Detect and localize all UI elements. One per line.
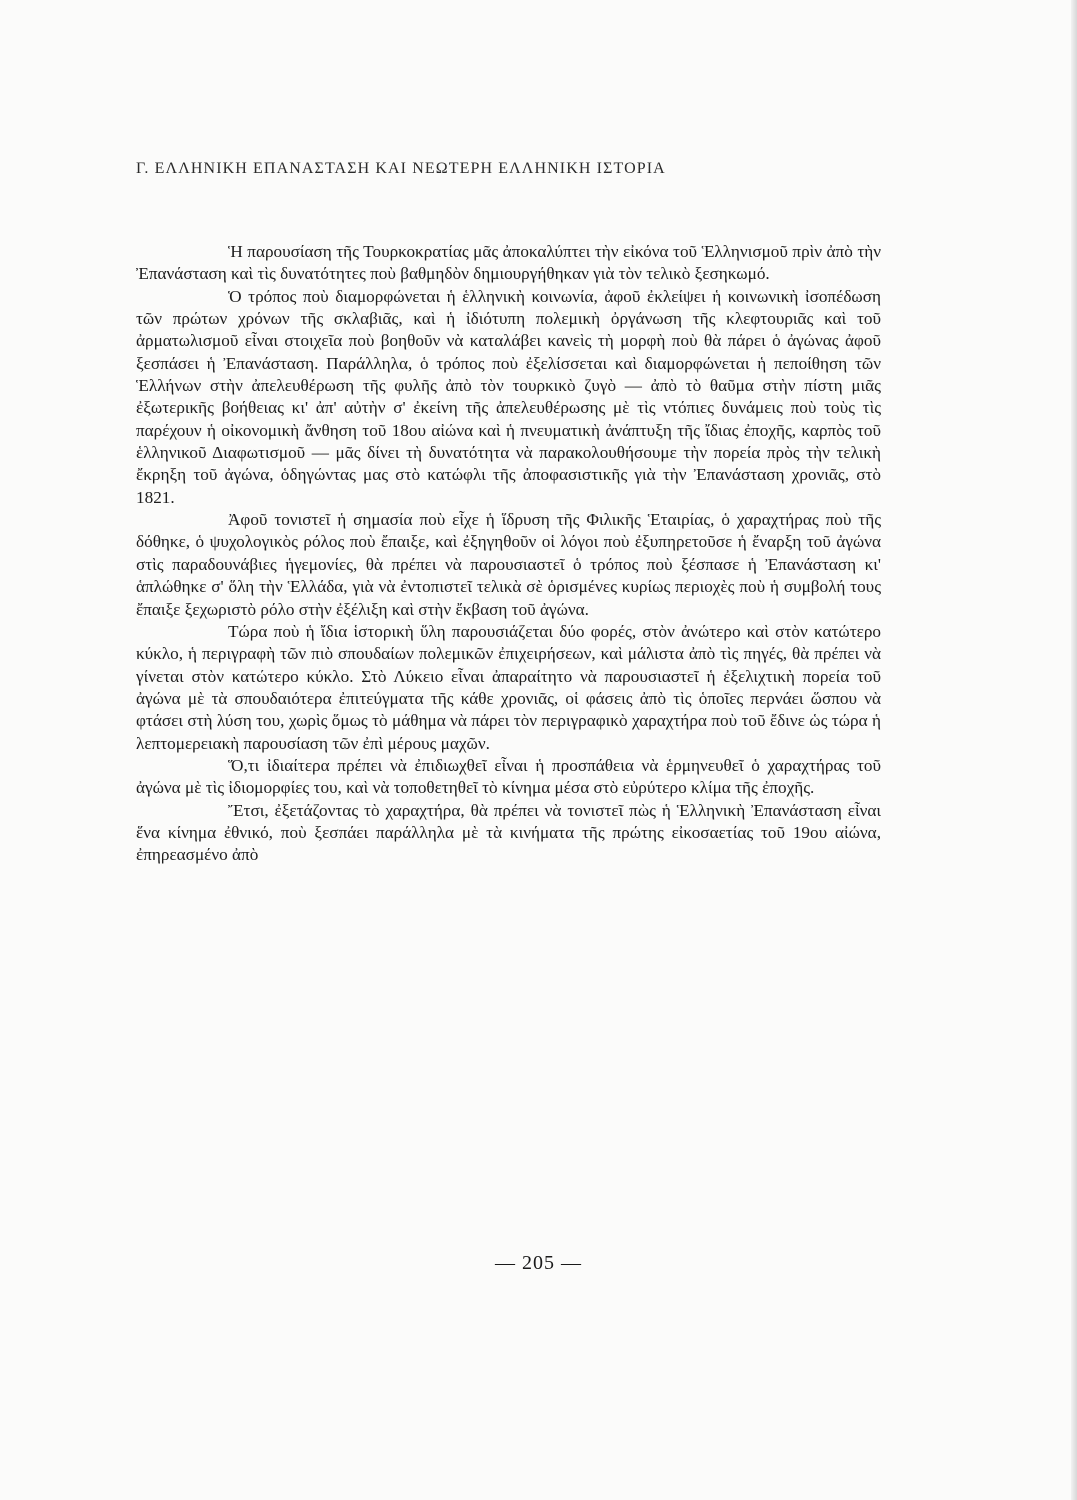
section-heading: Γ. ΕΛΛΗΝΙΚΗ ΕΠΑΝΑΣΤΑΣΗ ΚΑΙ ΝΕΩΤΕΡΗ ΕΛΛΗΝΙΚΗ ΙΣΤΟΡΙΑ: [136, 160, 666, 177]
paragraph-3: Ἀφοῦ τονιστεῖ ἡ σημασία ποὺ εἶχε ἡ ἵδρυση τῆς Φιλικῆς Ἑταιρίας, ὁ χαραχτήρας ποὺ τῆς δόθηκε, ὁ ψυχολογικὸς ρόλος ποὺ ἔπαιξε, καὶ ἐξηγηθοῦν οἱ λόγοι ποὺ ἐξυπηρετοῦσε ἡ ἔναρξη τοῦ ἀγώνα στὶς παραδουνάβιες ἡγεμονίες, θὰ πρέπει νὰ παρουσιαστεῖ ὁ τρόπος ποὺ ξέσπασε ἡ Ἐπανάσταση κι' ἁπλώθηκε σ' ὅλη τὴν Ἑλλάδα, γιὰ νὰ ἐντοπιστεῖ τελικὰ σὲ ὁρισμένες κυρίως περιοχὲς ποὺ ἡ συμβολή τους ἔπαιξε ξεχωριστὸ ρόλο στὴν ἐξέλιξη καὶ στὴν ἔκβαση τοῦ ἀγώνα.: [136, 510, 881, 619]
paragraph-4: Τώρα ποὺ ἡ ἴδια ἱστορικὴ ὕλη παρουσιάζεται δύο φορές, στὸν ἀνώτερο καὶ στὸν κατώτερο κύκλο, ἡ περιγραφὴ τῶν πιὸ σπουδαίων πολεμικῶν ἐπιχειρήσεων, καὶ μάλιστα ἀπὸ τὶς πηγές, θὰ πρέπει νὰ γίνεται στὸν κατώτερο κύκλο. Στὸ Λύκειο εἶναι ἀπαραίτητο νὰ παρουσιαστεῖ ἡ ἐξελιχτικὴ πορεία τοῦ ἀγώνα μὲ τὰ σπουδαιότερα ἐπιτεύγματα τῆς κάθε χρονιᾶς, οἱ φάσεις ἀπὸ τὶς ὁποῖες περνάει ὥσπου νὰ φτάσει στὴ λύση του, χωρὶς ὅμως τὸ μάθημα νὰ πάρει τὸν περιγραφικὸ χαραχτήρα ποὺ τοῦ ἔδινε ὡς τώρα ἡ λεπτομερειακὴ παρουσίαση τῶν ἐπὶ μέρους μαχῶν.: [136, 621, 881, 753]
paragraph-6: Ἔτσι, ἐξετάζοντας τὸ χαραχτήρα, θὰ πρέπει νὰ τονιστεῖ πὼς ἡ Ἑλληνικὴ Ἐπανάσταση εἶναι ἕνα κίνημα ἐθνικό, ποὺ ξεσπάει παράλληλα μὲ τὰ κινήματα τῆς πρώτης εἰκοσαετίας τοῦ 19ου αἰώνα, ἐπηρεασμένο ἀπὸ: [136, 800, 881, 865]
page-number: — 205 —: [495, 1252, 582, 1274]
paragraph-2: Ὁ τρόπος ποὺ διαμορφώνεται ἡ ἑλληνικὴ κοινωνία, ἀφοῦ ἐκλείψει ἡ κοινωνικὴ ἰσοπέδωση τῶν πρώτων χρόνων τῆς σκλαβιᾶς, καὶ ἡ ἰδιότυπη πολεμικὴ ὀργάνωση τῆς κλεφτουριᾶς καὶ τοῦ ἀρματωλισμοῦ εἶναι στοιχεῖα ποὺ βοηθοῦν νὰ καταλάβει κανεὶς τὴ μορφὴ ποὺ θὰ πάρει ὁ ἀγώνας ἀφοῦ ξεσπάσει ἡ Ἐπανάσταση. Παράλληλα, ὁ τρόπος ποὺ ἐξελίσσεται καὶ διαμορφώνεται ἡ πεποίθηση τῶν Ἑλλήνων στὴν ἀπελευθέρωση τῆς φυλῆς ἀπὸ τὸν τουρκικὸ ζυγὸ — ἀπὸ τὸ θαῦμα στὴν πίστη μιᾶς ἐξωτερικῆς βοήθειας κι' ἀπ' αὐτὴν σ' ἐκείνη τῆς ἀπελευθέρωσης μὲ τὶς ντόπιες δυνάμεις ποὺ τοὺς τὶς παρέχουν ἡ οἰκονομικὴ ἄνθηση τοῦ 18ου αἰώνα καὶ ἡ πνευματικὴ ἀνάπτυξη τῆς ἴδιας ἐποχῆς, καρπὸς τοῦ ἑλληνικοῦ Διαφωτισμοῦ — μᾶς δίνει τὴ δυνατότητα νὰ παρακολουθήσουμε τὴν πορεία πρὸς τὴν τελικὴ ἔκρηξη τοῦ ἀγώνα, ὁδηγώντας μας στὸ κατώφλι τῆς ἀποφασιστικῆς γιὰ τὴν Ἐπανάσταση χρονιᾶς, στὸ 1821.: [136, 286, 881, 507]
paragraph-1: Ἡ παρουσίαση τῆς Τουρκοκρατίας μᾶς ἀποκαλύπτει τὴν εἰκόνα τοῦ Ἑλληνισμοῦ πρὶν ἀπὸ τὴν Ἐπανάσταση καὶ τὶς δυνατότητες ποὺ βαθμηδὸν δημιουργήθηκαν γιὰ τὸν τελικὸ ξεσηκωμό.: [136, 242, 881, 284]
paragraph-5: Ὅ,τι ἰδιαίτερα πρέπει νὰ ἐπιδιωχθεῖ εἶναι ἡ προσπάθεια νὰ ἑρμηνευθεῖ ὁ χαραχτήρας τοῦ ἀγώνα μὲ τὶς ἰδιομορφίες του, καὶ νὰ τοποθετηθεῖ τὸ κίνημα μέσα στὸ εὐρύτερο κλίμα τῆς ἐποχῆς.: [136, 755, 881, 798]
page-edge-shadow: [1071, 0, 1077, 1500]
body-text: [136, 241, 881, 867]
